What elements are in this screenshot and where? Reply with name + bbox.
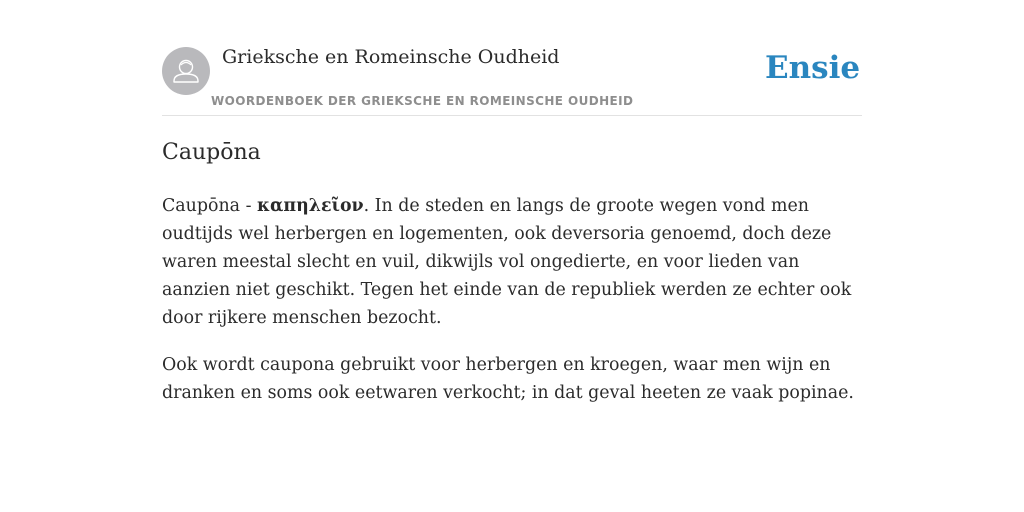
user-icon — [162, 47, 210, 95]
entry-body — [162, 192, 864, 426]
header-divider — [162, 115, 862, 116]
greek-term: καπηλεῖον — [256, 196, 364, 216]
source-title[interactable]: Grieksche en Romeinsche Oudheid — [222, 46, 560, 68]
paragraph-2: Ook wordt caupona gebruikt voor herbergen en kroegen, waar men wijn en dranken en soms ook eetwaren verkocht; in dat geval heeten ze vaak popinae. — [162, 355, 854, 403]
brand-logo[interactable]: Ensie — [765, 50, 861, 86]
paragraph-1-text: . In de steden en langs de groote wegen vond men oudtijds wel herbergen en logementen, ook deversoria genoemd, doch deze waren meestal slecht en vuil, dikwijls vol ongedierte, en voor lieden van aanzien niet geschikt. Tegen het einde van de republiek werden ze echter ook door rijkere menschen bezocht. — [162, 196, 852, 328]
term-separator: - — [240, 196, 257, 216]
source-subtitle: WOORDENBOEK DER GRIEKSCHE EN ROMEINSCHE OUDHEID — [211, 94, 634, 108]
entry-title: Caupōna — [162, 140, 261, 165]
avatar[interactable] — [162, 47, 210, 95]
entry-term: Caupōna — [162, 196, 241, 216]
paragraph-1 — [162, 192, 864, 332]
